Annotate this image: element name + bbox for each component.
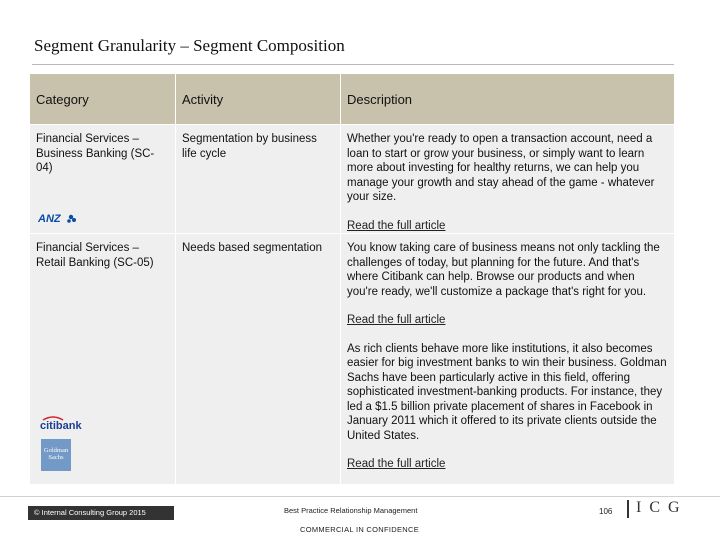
page-number: 106 xyxy=(599,507,613,516)
table-row xyxy=(30,234,674,484)
header-description: Description xyxy=(347,92,413,107)
anz-logo-text: ANZ xyxy=(38,213,61,225)
header-category: Category xyxy=(30,74,176,124)
description-cell xyxy=(341,234,674,484)
read-article-link-2[interactable]: Read the full article xyxy=(347,458,446,470)
description-cell xyxy=(341,125,674,233)
slide-title: Segment Granularity – Segment Composition xyxy=(34,36,345,55)
category-cell: Financial Services – Business Banking (SC-04) xyxy=(30,125,176,233)
table-row xyxy=(30,125,674,233)
icg-logo: ICG xyxy=(636,499,688,516)
activity-cell: Segmentation by business life cycle xyxy=(176,125,341,233)
citibank-logo-text: citibank xyxy=(40,420,82,432)
table-header xyxy=(30,74,674,124)
footer-separator xyxy=(627,500,629,518)
description-text: You know taking care of business means not only tackling the challenges of today, but planning for the future. And that's where Citibank can help. Browse our products and when you're ready, we'll customize a package that's right for you. xyxy=(347,242,660,298)
footer-title: Best Practice Relationship Management xyxy=(284,506,418,515)
read-article-link[interactable]: Read the full article xyxy=(347,219,446,232)
description-text-2: As rich clients behave more like institutions, it also becomes easier for big investment banks to win their business. Goldman Sachs have been particularly active in this field, offering sophisticated investment-banking products. For instance, they led a $1.5 billion private placement of shares in Facebook in January 2011 which it offered to its private clients outside the United States. xyxy=(347,342,667,442)
anz-logo xyxy=(38,211,78,225)
copyright-label: © Internal Consulting Group 2015 xyxy=(28,506,174,520)
read-article-link[interactable]: Read the full article xyxy=(347,314,446,326)
title-divider xyxy=(32,64,674,65)
segment-table xyxy=(30,74,674,484)
description-text: Whether you're ready to open a transaction account, need a loan to start or grow your business, or simply want to learn more about investing for healthy returns, we can help you manage your growth and stay ahead of the game - whatever your size. xyxy=(347,133,655,203)
activity-cell: Needs based segmentation xyxy=(176,234,341,484)
category-cell: Financial Services – Retail Banking (SC-05) xyxy=(30,234,176,484)
header-activity: Activity xyxy=(176,74,341,124)
confidentiality-label: COMMERCIAL IN CONFIDENCE xyxy=(300,525,420,534)
footer-divider xyxy=(0,496,720,497)
citibank-logo xyxy=(40,414,92,432)
goldman-sachs-logo: Goldman Sachs xyxy=(41,439,71,471)
